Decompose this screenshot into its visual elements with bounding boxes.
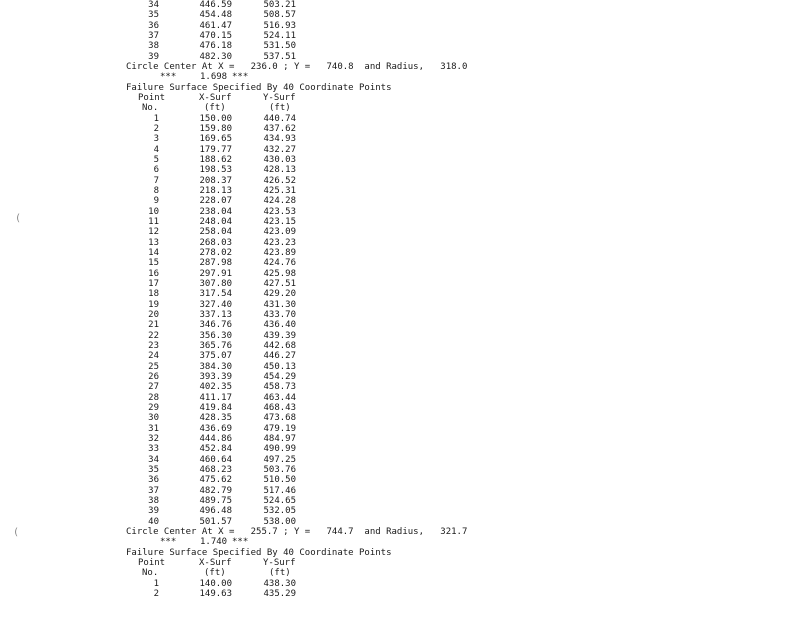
fs-leading-marks: *** — [160, 537, 177, 548]
y-surf-value: 463.44 — [263, 392, 296, 403]
x-surf-value: 419.84 — [199, 402, 232, 413]
x-surf-value: 496.48 — [199, 506, 232, 517]
point-number: 24 — [148, 351, 159, 362]
margin-scan-mark: ( — [15, 213, 22, 224]
x-surf-value: 489.75 — [199, 495, 232, 506]
point-number: 15 — [148, 258, 159, 269]
y-surf-value: 503.76 — [263, 464, 296, 475]
y-surf-value: 516.93 — [263, 20, 296, 31]
x-surf-value: 384.30 — [199, 361, 232, 372]
y-surf-value: 427.51 — [263, 278, 296, 289]
x-surf-value: 248.04 — [199, 216, 232, 227]
x-surf-value: 198.53 — [199, 165, 232, 176]
y-surf-value: 424.28 — [263, 196, 296, 207]
y-surf-value: 503.21 — [263, 0, 296, 10]
x-surf-value: 501.57 — [199, 516, 232, 527]
col-y-unit: (ft) — [269, 103, 291, 114]
point-number: 32 — [148, 433, 159, 444]
col-x-unit: (ft) — [204, 568, 226, 579]
y-surf-value: 517.46 — [263, 485, 296, 496]
point-number: 12 — [148, 227, 159, 238]
point-number: 1 — [153, 578, 159, 589]
point-number: 39 — [148, 506, 159, 517]
y-surf-value: 434.93 — [263, 134, 296, 145]
x-surf-value: 317.54 — [199, 289, 232, 300]
point-number: 33 — [148, 444, 159, 455]
col-y-unit: (ft) — [269, 568, 291, 579]
x-surf-value: 179.77 — [199, 144, 232, 155]
y-surf-value: 423.53 — [263, 206, 296, 217]
circle-center-text: Circle Center At X = 236.0 ; Y = 740.8 and Radius, 318.0 — [126, 62, 468, 72]
y-surf-value: 497.25 — [263, 454, 296, 465]
point-number: 5 — [153, 155, 159, 165]
x-surf-value: 278.02 — [199, 247, 232, 258]
point-number: 9 — [153, 196, 159, 207]
x-surf-value: 169.65 — [199, 134, 232, 145]
x-surf-value: 446.59 — [199, 0, 232, 10]
point-number: 38 — [148, 495, 159, 506]
x-surf-value: 337.13 — [199, 309, 232, 320]
y-surf-value: 524.11 — [263, 31, 296, 41]
point-number: 28 — [148, 392, 159, 403]
x-surf-value: 436.69 — [199, 423, 232, 434]
point-number: 38 — [148, 41, 159, 52]
x-surf-value: 475.62 — [199, 475, 232, 486]
y-surf-value: 436.40 — [263, 320, 296, 331]
y-surf-value: 450.13 — [263, 361, 296, 372]
y-surf-value: 510.50 — [263, 475, 296, 486]
x-surf-value: 150.00 — [199, 113, 232, 124]
point-number: 18 — [148, 289, 159, 300]
x-surf-value: 411.17 — [199, 392, 232, 403]
point-number: 19 — [148, 299, 159, 310]
y-surf-value: 431.30 — [263, 299, 296, 310]
y-surf-value: 446.27 — [263, 351, 296, 362]
y-surf-value: 429.20 — [263, 289, 296, 300]
x-surf-value: 356.30 — [199, 330, 232, 341]
y-surf-value: 423.89 — [263, 247, 296, 258]
col-x-header: X-Surf — [199, 557, 232, 568]
x-surf-value: 460.64 — [199, 454, 232, 465]
y-surf-value: 439.39 — [263, 330, 296, 341]
y-surf-value: 538.00 — [263, 516, 296, 527]
y-surf-value: 426.52 — [263, 175, 296, 186]
x-surf-value: 402.35 — [199, 382, 232, 393]
point-number: 8 — [153, 185, 159, 196]
x-surf-value: 482.30 — [199, 51, 232, 62]
y-surf-value: 468.43 — [263, 402, 296, 413]
y-surf-value: 479.19 — [263, 423, 296, 434]
failure-surface-title: Failure Surface Specified By 40 Coordinate Points — [126, 82, 392, 93]
y-surf-value: 430.03 — [263, 155, 296, 165]
point-number: 27 — [148, 382, 159, 393]
y-surf-value: 524.65 — [263, 495, 296, 506]
col-x-unit: (ft) — [204, 103, 226, 114]
col-no-header: No. — [142, 568, 159, 579]
y-surf-value: 458.73 — [263, 382, 296, 393]
fs-trailing-marks: *** — [232, 72, 249, 83]
y-surf-value: 423.23 — [263, 237, 296, 248]
failure-surface-title: Failure Surface Specified By 40 Coordinate Points — [126, 547, 392, 558]
point-number: 23 — [148, 340, 159, 351]
x-surf-value: 287.98 — [199, 258, 232, 269]
point-number: 37 — [148, 31, 159, 41]
point-number: 31 — [148, 423, 159, 434]
col-x-header: X-Surf — [199, 93, 232, 103]
x-surf-value: 444.86 — [199, 433, 232, 444]
factor-of-safety-value: 1.740 — [200, 537, 228, 548]
x-surf-value: 468.23 — [199, 464, 232, 475]
y-surf-value: 442.68 — [263, 340, 296, 351]
x-surf-value: 327.40 — [199, 299, 232, 310]
x-surf-value: 393.39 — [199, 371, 232, 382]
point-number: 40 — [148, 516, 159, 527]
point-number: 34 — [148, 454, 159, 465]
point-number: 35 — [148, 464, 159, 475]
y-surf-value: 484.97 — [263, 433, 296, 444]
fs-trailing-marks: *** — [232, 537, 249, 548]
point-number: 6 — [153, 165, 159, 176]
y-surf-value: 425.31 — [263, 185, 296, 196]
point-number: 26 — [148, 371, 159, 382]
point-number: 21 — [148, 320, 159, 331]
point-number: 22 — [148, 330, 159, 341]
point-number: 13 — [148, 237, 159, 248]
x-surf-value: 228.07 — [199, 196, 232, 207]
x-surf-value: 365.76 — [199, 340, 232, 351]
point-number: 34 — [148, 0, 159, 10]
point-number: 20 — [148, 309, 159, 320]
x-surf-value: 208.37 — [199, 175, 232, 186]
y-surf-value: 490.99 — [263, 444, 296, 455]
point-number: 29 — [148, 402, 159, 413]
point-number: 16 — [148, 268, 159, 279]
col-y-header: Y-Surf — [263, 557, 296, 568]
margin-scan-mark: ( — [13, 527, 20, 538]
circle-center-text: Circle Center At X = 255.7 ; Y = 744.7 and Radius, 321.7 — [126, 526, 468, 537]
y-surf-value: 531.50 — [263, 41, 296, 52]
point-number: 14 — [148, 247, 159, 258]
y-surf-value: 432.27 — [263, 144, 296, 155]
x-surf-value: 297.91 — [199, 268, 232, 279]
y-surf-value: 454.29 — [263, 371, 296, 382]
fs-leading-marks: *** — [160, 72, 177, 83]
point-number: 37 — [148, 485, 159, 496]
x-surf-value: 375.07 — [199, 351, 232, 362]
x-surf-value: 346.76 — [199, 320, 232, 331]
x-surf-value: 258.04 — [199, 227, 232, 238]
x-surf-value: 218.13 — [199, 185, 232, 196]
y-surf-value: 508.57 — [263, 10, 296, 21]
y-surf-value: 532.05 — [263, 506, 296, 517]
y-surf-value: 433.70 — [263, 309, 296, 320]
y-surf-value: 440.74 — [263, 113, 296, 124]
factor-of-safety-value: 1.698 — [200, 72, 228, 83]
x-surf-value: 470.15 — [199, 31, 232, 41]
point-number: 7 — [153, 175, 159, 186]
y-surf-value: 438.30 — [263, 578, 296, 589]
point-number: 36 — [148, 20, 159, 31]
point-number: 25 — [148, 361, 159, 372]
y-surf-value: 473.68 — [263, 413, 296, 424]
x-surf-value: 452.84 — [199, 444, 232, 455]
point-number: 35 — [148, 10, 159, 21]
x-surf-value: 188.62 — [199, 155, 232, 165]
point-number: 39 — [148, 51, 159, 62]
y-surf-value: 423.09 — [263, 227, 296, 238]
point-number: 3 — [153, 134, 159, 145]
point-number: 1 — [153, 113, 159, 124]
point-number: 36 — [148, 475, 159, 486]
x-surf-value: 238.04 — [199, 206, 232, 217]
col-point-header: Point — [138, 93, 166, 103]
x-surf-value: 461.47 — [199, 20, 232, 31]
point-number: 2 — [153, 124, 159, 134]
y-surf-value: 437.62 — [263, 124, 296, 134]
y-surf-value: 424.76 — [263, 258, 296, 269]
x-surf-value: 454.48 — [199, 10, 232, 21]
point-number: 2 — [153, 588, 159, 599]
x-surf-value: 428.35 — [199, 413, 232, 424]
point-number: 4 — [153, 144, 159, 155]
x-surf-value: 268.03 — [199, 237, 232, 248]
y-surf-value: 537.51 — [263, 51, 296, 62]
point-number: 17 — [148, 278, 159, 289]
x-surf-value: 140.00 — [199, 578, 232, 589]
col-no-header: No. — [142, 103, 159, 114]
col-point-header: Point — [138, 557, 166, 568]
y-surf-value: 425.98 — [263, 268, 296, 279]
x-surf-value: 149.63 — [199, 588, 232, 599]
x-surf-value: 482.79 — [199, 485, 232, 496]
x-surf-value: 307.80 — [199, 278, 232, 289]
x-surf-value: 476.18 — [199, 41, 232, 52]
col-y-header: Y-Surf — [263, 93, 296, 103]
y-surf-value: 423.15 — [263, 216, 296, 227]
point-number: 10 — [148, 206, 159, 217]
y-surf-value: 428.13 — [263, 165, 296, 176]
x-surf-value: 159.80 — [199, 124, 232, 134]
y-surf-value: 435.29 — [263, 588, 296, 599]
point-number: 30 — [148, 413, 159, 424]
point-number: 11 — [148, 216, 159, 227]
